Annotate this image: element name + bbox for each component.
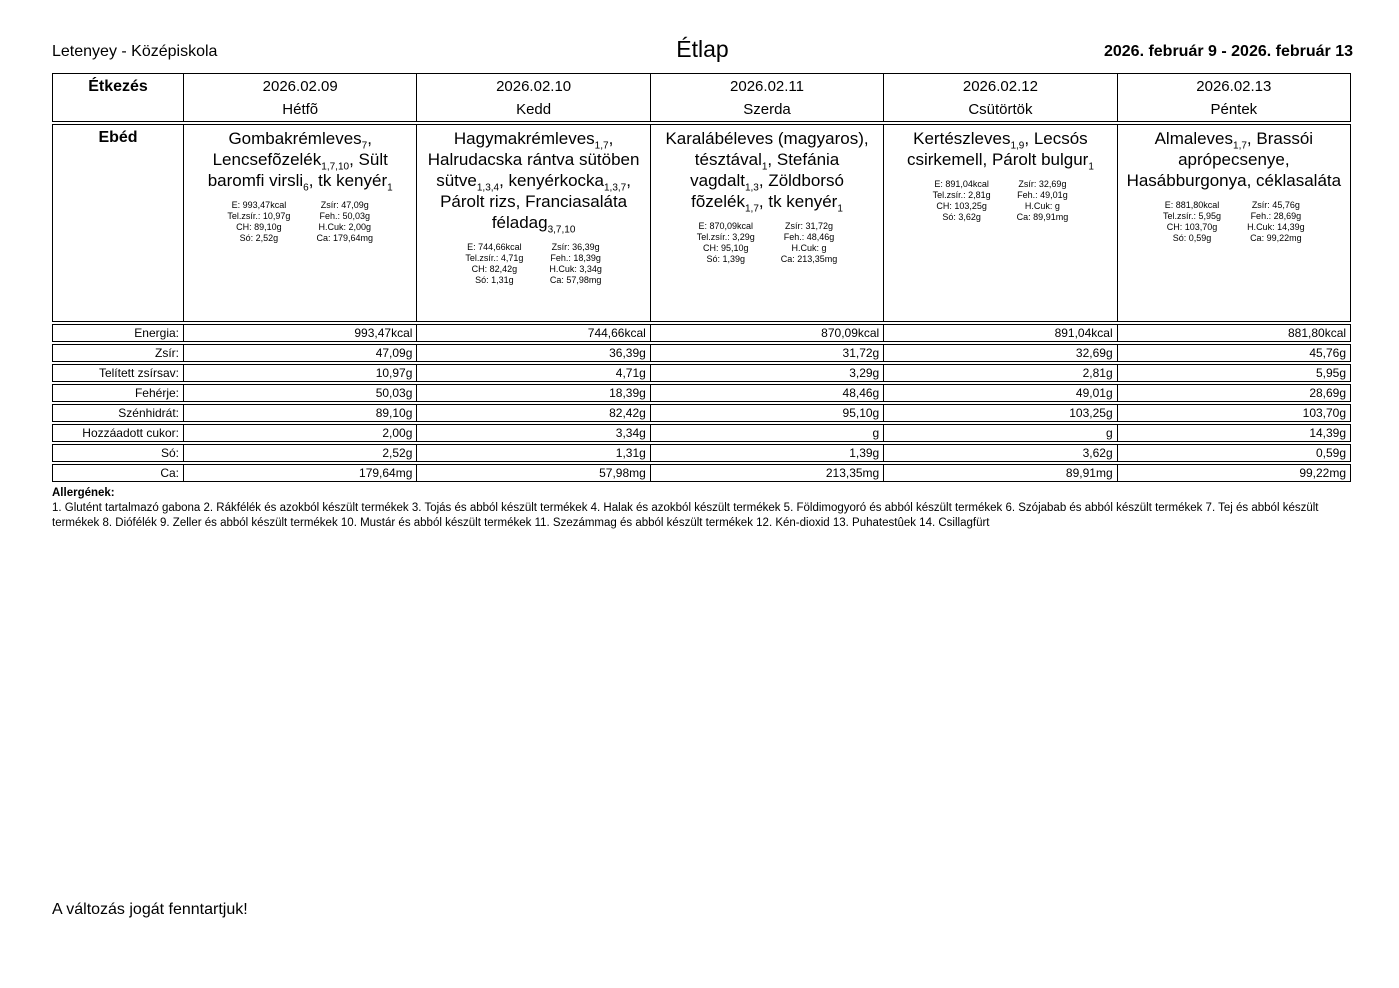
nutrition-line: Tel.zsír.: 5,95g bbox=[1163, 211, 1222, 221]
nutrition-line: Ca: 99,22mg bbox=[1250, 233, 1302, 243]
nutrition-column-right bbox=[1247, 200, 1305, 244]
nutrition-line: E: 891,04kcal bbox=[934, 179, 989, 189]
summary-label: Ca: bbox=[160, 466, 179, 480]
page-content bbox=[52, 0, 1353, 918]
nutrition-line: H.Cuk: 2,00g bbox=[318, 222, 371, 232]
nutrition-line: Ca: 179,64mg bbox=[316, 233, 373, 243]
summary-value: 2,00g bbox=[183, 425, 416, 441]
nutrition-line: Tel.zsír.: 3,29g bbox=[696, 232, 755, 242]
summary-label: Hozzáadott cukor: bbox=[82, 426, 179, 440]
summary-value: 213,35mg bbox=[650, 465, 883, 481]
summary-label: Zsír: bbox=[155, 346, 179, 360]
summary-value: 744,66kcal bbox=[416, 325, 649, 341]
summary-value: 5,95g bbox=[1117, 365, 1350, 381]
nutrition-line: Feh.: 28,69g bbox=[1250, 211, 1302, 221]
nutrition-line: Zsír: 36,39g bbox=[551, 242, 600, 252]
allergen-subscript: 1,3,7 bbox=[604, 182, 627, 194]
nutrition-line: Tel.zsír.: 2,81g bbox=[932, 190, 991, 200]
nutrition-column-left bbox=[933, 179, 991, 223]
nutrition-line: Só: 0,59g bbox=[1172, 233, 1212, 243]
summary-value: g bbox=[650, 425, 883, 441]
nutrition-line: H.Cuk: 14,39g bbox=[1247, 222, 1305, 232]
nutrition-line: H.Cuk: g bbox=[791, 243, 827, 253]
day-date-label: 2026.02.13 bbox=[1196, 78, 1272, 95]
nutrition-line: CH: 95,10g bbox=[702, 243, 749, 253]
allergen-subscript: 1,7 bbox=[594, 140, 609, 152]
nutrition-column-left bbox=[465, 242, 523, 286]
day-name-label: Hétfõ bbox=[282, 101, 319, 118]
nutrition-line: Feh.: 18,39g bbox=[550, 253, 601, 263]
day-date-label: 2026.02.12 bbox=[962, 78, 1038, 95]
nutrition-line: CH: 82,42g bbox=[471, 264, 518, 274]
allergen-subscript: 1 bbox=[837, 203, 843, 215]
day-date-label: 2026.02.11 bbox=[730, 78, 804, 95]
nutrition-column-right bbox=[316, 200, 373, 244]
summary-value: 870,09kcal bbox=[650, 325, 883, 341]
summary-value: 36,39g bbox=[416, 345, 649, 361]
summary-row bbox=[52, 424, 1351, 442]
summary-label: Só: bbox=[160, 446, 179, 460]
nutrition-line: Ca: 89,91mg bbox=[1016, 212, 1069, 222]
summary-value: 14,39g bbox=[1117, 425, 1350, 441]
summary-row bbox=[52, 364, 1351, 382]
dish-text: Almaleves$_{1,7}$, Brassói aprópecsenye, Hasábburgonya, céklasaláta bbox=[1126, 129, 1342, 190]
dish-text: Hagymakrémleves$_{1,7}$, Halrudacska rántva sütöben sütve$_{1,3,4}$, kenyérkocka$_{1,3,7}$, Párolt rizs, Franciasaláta féladag$_{3,7,10}$ bbox=[427, 129, 640, 236]
summary-value: 4,71g bbox=[416, 365, 649, 381]
nutrition-block bbox=[892, 179, 1108, 223]
nutrition-line: H.Cuk: g bbox=[1024, 201, 1060, 211]
lunch-cell bbox=[416, 125, 649, 321]
nutrition-column-left bbox=[1163, 200, 1221, 244]
day-date-label: 2026.02.09 bbox=[262, 78, 338, 95]
nutrition-line: Feh.: 48,46g bbox=[783, 232, 835, 242]
summary-value: 99,22mg bbox=[1117, 465, 1350, 481]
summary-value: 32,69g bbox=[883, 345, 1116, 361]
summary-value: 1,31g bbox=[416, 445, 649, 461]
nutrition-line: Ca: 213,35mg bbox=[780, 254, 838, 264]
nutrition-line: Só: 1,31g bbox=[475, 275, 514, 285]
summary-value: 31,72g bbox=[650, 345, 883, 361]
nutrition-line: Zsír: 45,76g bbox=[1251, 200, 1300, 210]
nutrition-line: H.Cuk: 3,34g bbox=[549, 264, 602, 274]
day-header-cell bbox=[416, 74, 649, 121]
summary-value: 103,25g bbox=[883, 405, 1116, 421]
allergen-subscript: 1 bbox=[387, 182, 393, 194]
allergen-subscript: 1 bbox=[1088, 161, 1094, 173]
day-name-label: Kedd bbox=[516, 101, 552, 118]
nutrition-column-left bbox=[227, 200, 290, 244]
day-name-label: Csütörtök bbox=[968, 101, 1033, 118]
nutrition-line: Zsír: 47,09g bbox=[320, 200, 369, 210]
summary-value: 57,98mg bbox=[416, 465, 649, 481]
allergens-heading: Allergének: bbox=[52, 487, 115, 499]
summary-value: 89,91mg bbox=[883, 465, 1116, 481]
nutrition-line: E: 881,80kcal bbox=[1164, 200, 1220, 210]
summary-value: 45,76g bbox=[1117, 345, 1350, 361]
summary-value: 10,97g bbox=[183, 365, 416, 381]
summary-label: Szénhidrát: bbox=[118, 406, 179, 420]
menu-table bbox=[52, 73, 1351, 482]
allergen-subscript: 1,7 bbox=[745, 203, 759, 215]
nutrition-line: Zsír: 31,72g bbox=[785, 221, 834, 231]
page-header bbox=[52, 36, 1353, 62]
nutrition-line: Tel.zsír.: 4,71g bbox=[465, 253, 524, 263]
lunch-cell bbox=[183, 125, 416, 321]
summary-value: 48,46g bbox=[650, 385, 883, 401]
lunch-cell bbox=[1117, 125, 1350, 321]
page-title: Étlap bbox=[676, 36, 729, 62]
summary-row bbox=[52, 324, 1351, 342]
dish-text: Kertészleves$_{1,9}$, Lecsós csirkemell, Párolt bulgur$_1$ bbox=[906, 129, 1094, 173]
nutrition-block bbox=[425, 242, 641, 286]
summary-value: 3,34g bbox=[416, 425, 649, 441]
nutrition-block bbox=[192, 200, 408, 244]
summary-value: 49,01g bbox=[883, 385, 1116, 401]
summary-rows bbox=[52, 324, 1351, 482]
allergens-section bbox=[52, 486, 1351, 531]
summary-value: 1,39g bbox=[650, 445, 883, 461]
nutrition-block bbox=[1126, 200, 1342, 244]
table-header-row bbox=[52, 73, 1351, 122]
summary-value: 2,52g bbox=[183, 445, 416, 461]
nutrition-line: Zsír: 32,69g bbox=[1018, 179, 1067, 189]
nutrition-line: CH: 89,10g bbox=[236, 222, 282, 232]
summary-value: 0,59g bbox=[1117, 445, 1350, 461]
day-name-label: Péntek bbox=[1210, 101, 1258, 118]
nutrition-line: Só: 3,62g bbox=[942, 212, 981, 222]
summary-value: 18,39g bbox=[416, 385, 649, 401]
summary-row bbox=[52, 384, 1351, 402]
lunch-cell bbox=[883, 125, 1116, 321]
allergen-subscript: 6 bbox=[303, 182, 309, 194]
summary-value: 50,03g bbox=[183, 385, 416, 401]
summary-value: 881,80kcal bbox=[1117, 325, 1350, 341]
summary-value: g bbox=[883, 425, 1116, 441]
nutrition-line: E: 744,66kcal bbox=[467, 242, 522, 252]
summary-value: 28,69g bbox=[1117, 385, 1350, 401]
day-header-cell bbox=[1117, 74, 1350, 121]
nutrition-line: CH: 103,25g bbox=[936, 201, 987, 211]
summary-row bbox=[52, 464, 1351, 482]
nutrition-column-right bbox=[549, 242, 602, 286]
summary-value: 89,10g bbox=[183, 405, 416, 421]
nutrition-column-right bbox=[781, 221, 838, 265]
summary-value: 82,42g bbox=[416, 405, 649, 421]
day-header-cell bbox=[883, 74, 1116, 121]
nutrition-line: Feh.: 50,03g bbox=[319, 211, 370, 221]
nutrition-line: Ca: 57,98mg bbox=[549, 275, 602, 285]
lunch-row bbox=[52, 124, 1351, 322]
summary-row bbox=[52, 344, 1351, 362]
summary-value: 891,04kcal bbox=[883, 325, 1116, 341]
nutrition-column-right bbox=[1017, 179, 1069, 223]
summary-value: 3,62g bbox=[883, 445, 1116, 461]
meal-column-header: Étkezés bbox=[88, 78, 148, 95]
summary-value: 95,10g bbox=[650, 405, 883, 421]
allergen-subscript: 1,7 bbox=[1233, 140, 1247, 152]
nutrition-line: E: 870,09kcal bbox=[698, 221, 753, 231]
dish-text: Gombakrémleves$_7$, Lencsefõzelék$_{1,7,10}$, Sült baromfi virsli$_6$, tk kenyér$_1$ bbox=[207, 129, 393, 194]
summary-value: 179,64mg bbox=[183, 465, 416, 481]
allergen-subscript: 1,9 bbox=[1010, 140, 1025, 152]
summary-row bbox=[52, 444, 1351, 462]
dish-text: Karalábéleves (magyaros), tésztával$_1$, Stefánia vagdalt$_{1,3}$, Zöldborsó fõzelék$_{1,7}$, tk kenyér$_1$ bbox=[665, 129, 869, 215]
nutrition-line: Tel.zsír.: 10,97g bbox=[227, 211, 291, 221]
nutrition-line: Feh.: 49,01g bbox=[1017, 190, 1068, 200]
nutrition-block bbox=[659, 221, 875, 265]
allergen-subscript: 1 bbox=[761, 161, 768, 173]
nutrition-column-left bbox=[697, 221, 755, 265]
allergen-subscript: 7 bbox=[361, 140, 368, 152]
meal-row-label: Ebéd bbox=[98, 129, 138, 146]
nutrition-line: Só: 1,39g bbox=[706, 254, 745, 264]
summary-value: 47,09g bbox=[183, 345, 416, 361]
footer-note: A változás jogát fenntartjuk! bbox=[52, 901, 248, 918]
summary-label: Energia: bbox=[134, 326, 179, 340]
day-header-cell bbox=[183, 74, 416, 121]
summary-value: 2,81g bbox=[883, 365, 1116, 381]
allergen-subscript: 1,3 bbox=[744, 182, 759, 194]
summary-row bbox=[52, 404, 1351, 422]
lunch-cell bbox=[650, 125, 883, 321]
day-name-label: Szerda bbox=[743, 101, 791, 118]
date-range: 2026. február 9 - 2026. február 13 bbox=[1103, 43, 1353, 60]
day-date-label: 2026.02.10 bbox=[496, 78, 572, 95]
summary-label: Fehérje: bbox=[134, 386, 179, 400]
summary-value: 3,29g bbox=[650, 365, 883, 381]
summary-label: Telített zsírsav: bbox=[98, 366, 179, 380]
school-name: Letenyey - Középiskola bbox=[52, 43, 218, 60]
nutrition-line: E: 993,47kcal bbox=[231, 200, 287, 210]
summary-value: 993,47kcal bbox=[183, 325, 416, 341]
summary-value: 103,70g bbox=[1117, 405, 1350, 421]
day-header-cell bbox=[650, 74, 883, 121]
allergen-subscript: 1,7,10 bbox=[321, 161, 350, 173]
allergens-text: 1. Glutént tartalmazó gabona 2. Rákfélék és azokból készült termékek 3. Tojás és abból készült termékek 4. Halak és azokból készült termékek 5. Földimogyoró és abból készült termékek 6. Szójabab és abból készült termékek 7. Tej és abból készült termékek 8. Diófélék 9. Zeller és abból készült termékek 10. Mustár és abból készült termékek 11. Szezámmag és abból készült termékek 12. Kén-dioxid 13. Puhatestûek 14. Csillagfürt bbox=[52, 502, 1319, 529]
allergen-subscript: 3,7,10 bbox=[547, 224, 576, 236]
nutrition-line: Só: 2,52g bbox=[239, 233, 279, 243]
allergen-subscript: 1,3,4 bbox=[476, 182, 500, 194]
nutrition-line: CH: 103,70g bbox=[1166, 222, 1218, 232]
